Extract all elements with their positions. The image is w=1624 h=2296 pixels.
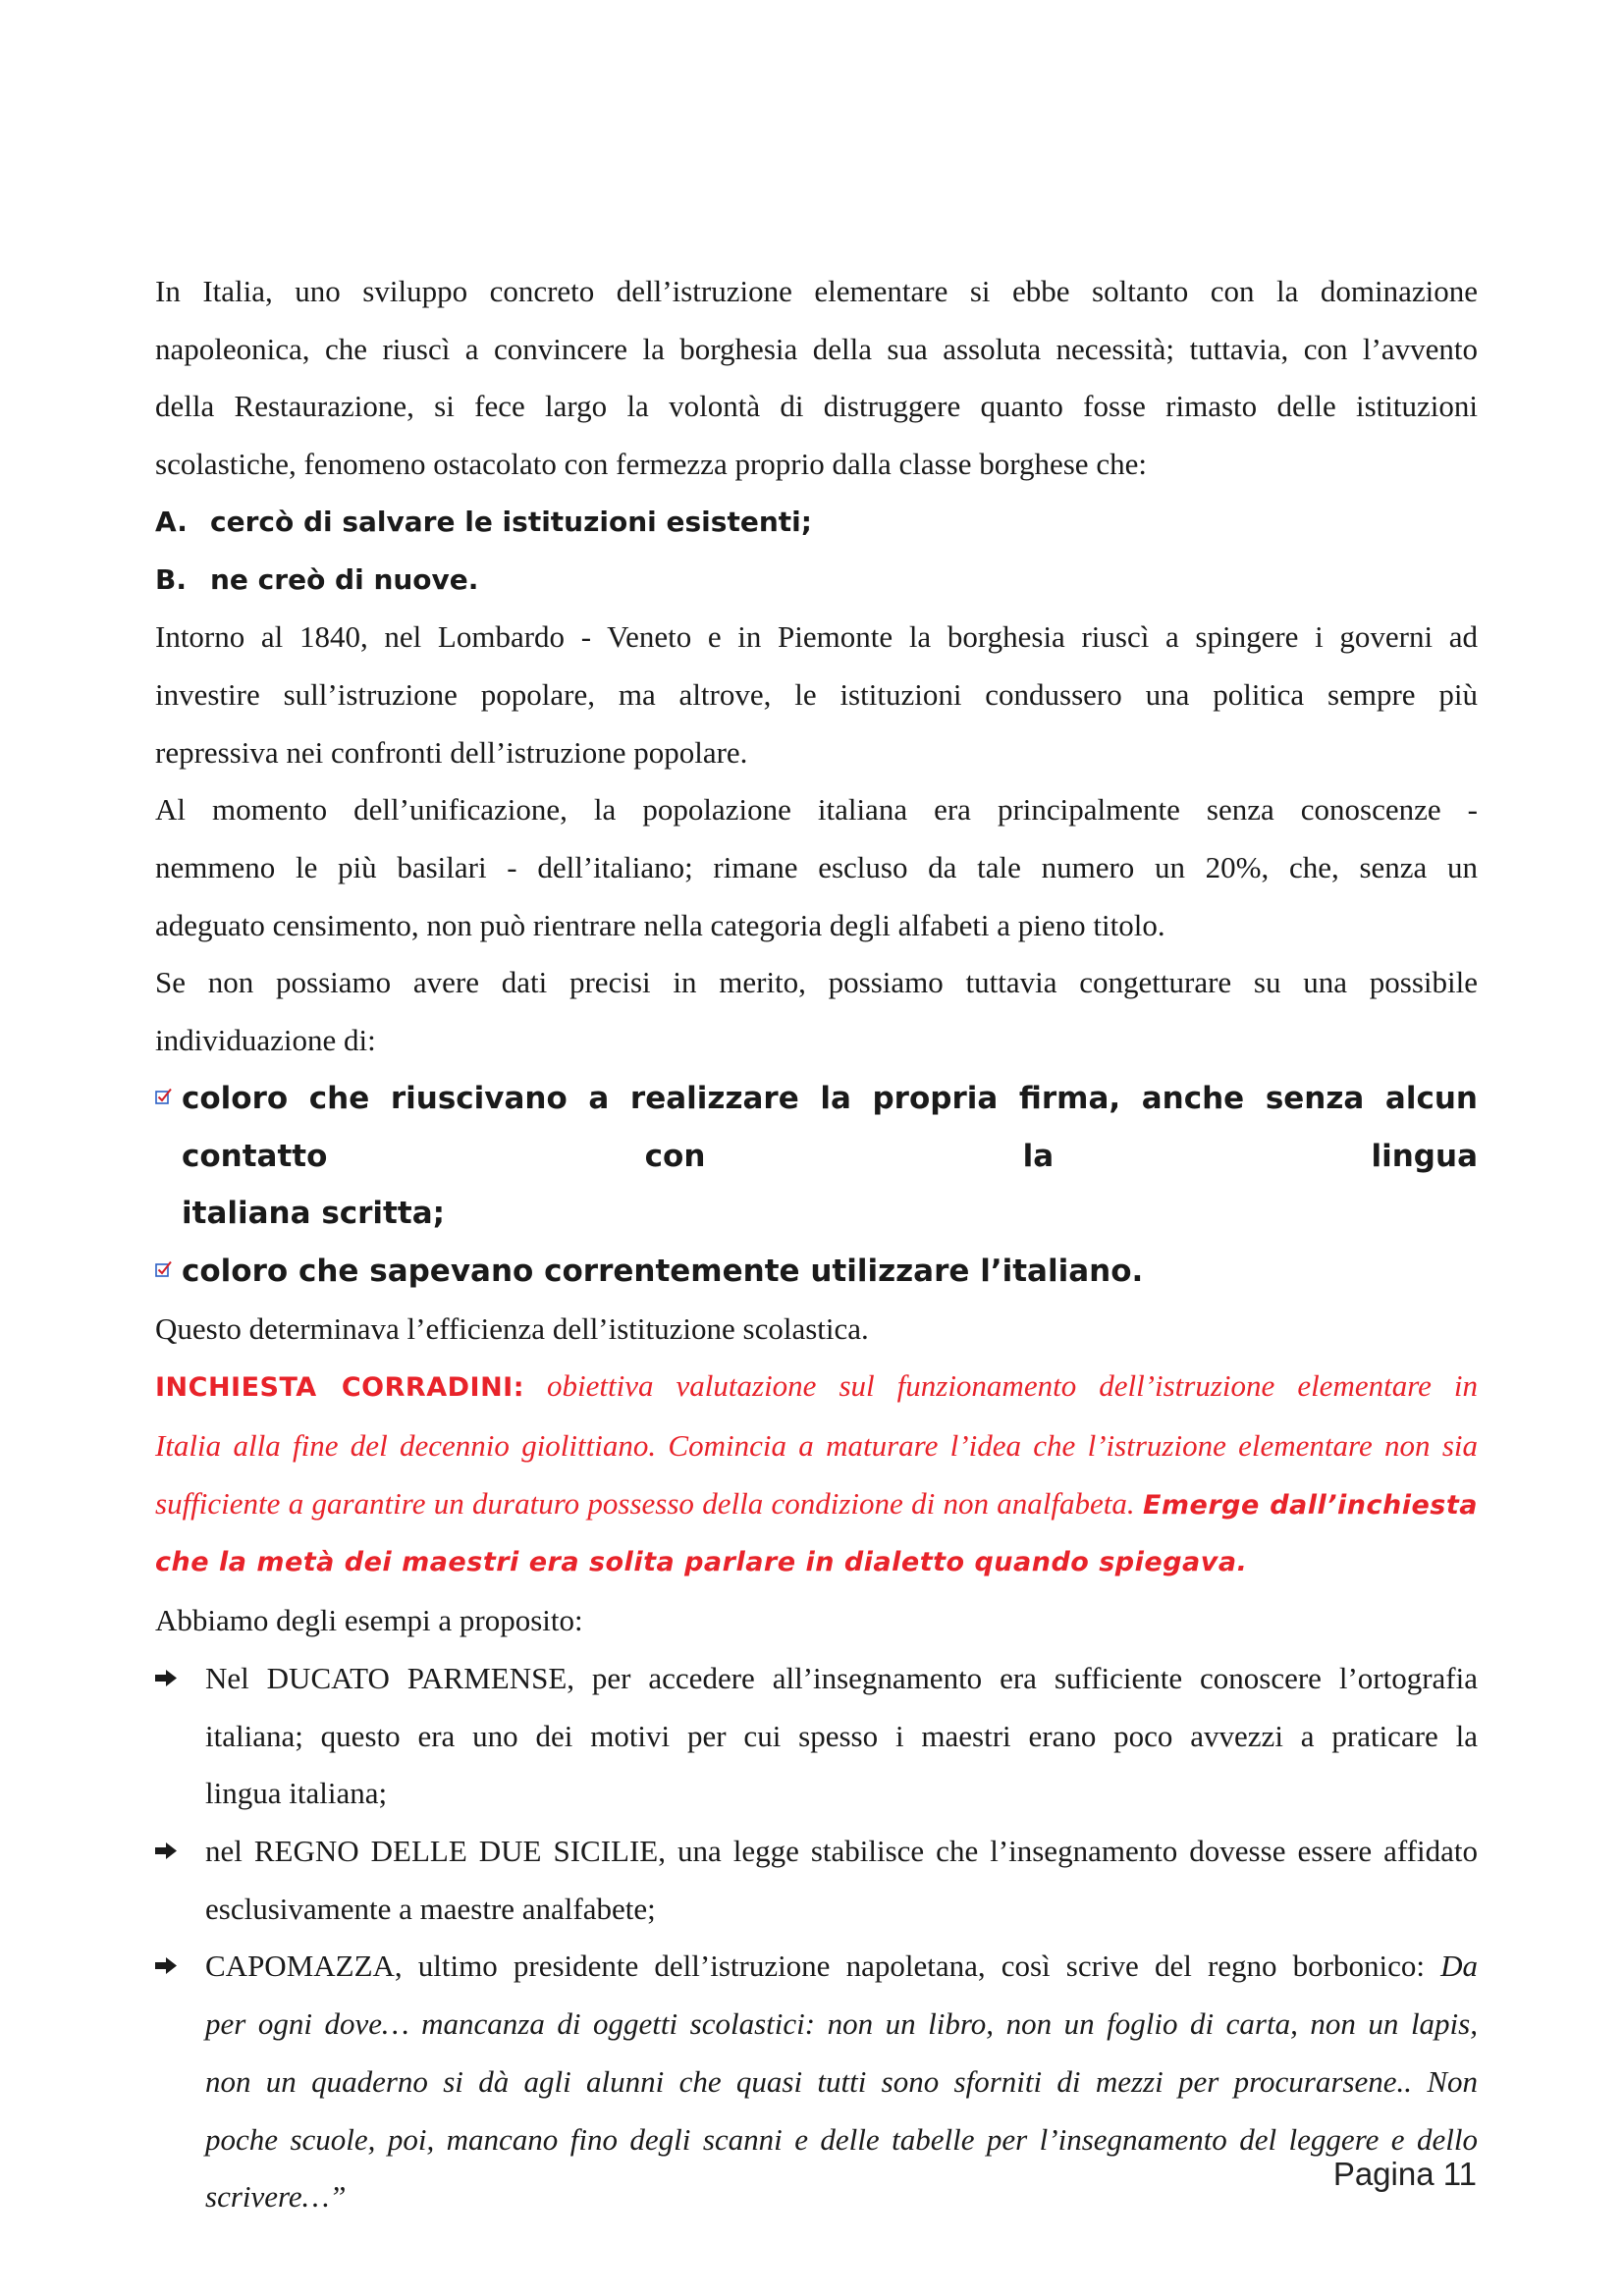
inchiesta-text: sufficiente a garantire un duraturo possesso della condizione di non analfabeta. [155,1485,1135,1521]
text-line: Intorno al 1840, nel Lombardo - Veneto e in Piemonte la borghesia riuscì a spingere i governi ad [155,619,1478,655]
list-item-text: italiana; questo era uno dei motivi per cui spesso i maestri erano poco avvezzi a praticare la [205,1718,1478,1753]
quote-text: per ogni dove… mancanza di oggetti scolastici: non un libro, non un foglio di carta, non un lapis, [205,2006,1478,2042]
list-item-text: coloro che riuscivano a realizzare la propria firma, anche senza alcun contatto con la lingua [182,1080,1478,1174]
arrow-right-icon [155,1842,177,1859]
list-item-text: coloro che sapevano correntemente utilizzare l’italiano. [182,1253,1144,1289]
arrow-right-icon [155,1957,177,1974]
quote-text: non un quaderno si dà agli alunni che quasi tutti sono sforniti di mezzi per procurarsene.. Non [205,2063,1478,2099]
list-item [155,552,1478,610]
list-marker: A. [155,505,188,538]
text-line: Al momento dell’unificazione, la popolazione italiana era principalmente senza conoscenze - [155,792,1478,828]
document-page [155,263,1478,2226]
paragraph-intro [155,263,1478,494]
text-line: Italia alla fine del decennio giolittiano. Comincia a maturare l’idea che l’istruzione elementare non sia [155,1428,1478,1464]
text-line: scolastiche, fenomeno ostacolato con fermezza proprio dalla classe borghese che: [155,447,1147,482]
lettered-list [155,494,1478,609]
text-line: nemmeno le più basilari - dell’italiano; rimane escluso da tale numero un 20%, che, senza un [155,850,1478,885]
list-item-text: ne creò di nuove. [210,562,479,596]
quote-text: Da [1440,1949,1479,1984]
list-item-text: esclusivamente a maestre analfabete; [205,1891,656,1926]
list-item-text: italiana scritta; [182,1196,446,1232]
list-item-text: nel REGNO DELLE DUE SICILIE, una legge stabilisce che l’insegnamento dovesse essere affidato [205,1833,1478,1868]
list-item-text: lingua italiana; [205,1776,388,1811]
capomazza-intro: CAPOMAZZA, ultimo presidente dell’istruzione napoletana, così scrive del regno borbonico: [205,1949,1425,1984]
list-marker: B. [155,562,187,596]
text-line: adeguato censimento, non può rientrare nella categoria degli alfabeti a pieno titolo. [155,907,1165,942]
paragraph-unificazione [155,781,1478,954]
page-number: Pagina 11 [1332,2156,1477,2192]
quote-text: scrivere…” [205,2179,347,2215]
list-item-text: cercò di salvare le istituzioni esistenti; [210,505,812,538]
text-line [155,1358,1478,1417]
list-item-text: Nel DUCATO PARMENSE, per accedere all’insegnamento era sufficiente conoscere l’ortografia [205,1660,1478,1695]
paragraph-efficienza: Questo determinava l’efficienza dell’istituzione scolastica. [155,1310,869,1346]
text-line: individuazione di: [155,1023,376,1058]
inchiesta-heading: INCHIESTA CORRADINI: [155,1372,525,1404]
list-item [155,1650,1478,1823]
text-line: In Italia, uno sviluppo concreto dell’istruzione elementare si ebbe soltanto con la dominazione [155,274,1478,308]
text-line: napoleonica, che riuscì a convincere la borghesia della sua assoluta necessità; tuttavia, con l’avvento [155,331,1478,366]
inchiesta-corradini [155,1358,1478,1592]
text-line [155,1475,1478,1535]
arrow-list [155,1650,1478,2226]
paragraph-esempi: Abbiamo degli esempi a proposito: [155,1603,583,1638]
checkbox-check-icon [155,1088,173,1105]
paragraph-congettura [155,954,1478,1069]
list-item [155,1070,1478,1243]
list-item [155,1823,1478,1938]
inchiesta-emphasis: Emerge dall’inchiesta [1142,1489,1479,1521]
inchiesta-text: obiettiva valutazione sul funzionamento dell’istruzione elementare in [547,1368,1479,1404]
text-line: della Restaurazione, si fece largo la volontà di distruggere quanto fosse rimasto delle istituzioni [155,389,1478,424]
check-list [155,1070,1478,1301]
checkbox-check-icon [155,1260,173,1278]
text-line: Se non possiamo avere dati precisi in merito, possiamo tuttavia congetturare su una possibile [155,965,1478,1000]
list-item [155,1243,1478,1301]
arrow-right-icon [155,1670,177,1686]
list-item [155,494,1478,552]
text-line: che la metà dei maestri era solita parlare in dialetto quando spiegava. [155,1547,1248,1578]
paragraph-1840 [155,609,1478,781]
list-item [155,1938,1478,2226]
text-line: repressiva nei confronti dell’istruzione popolare. [155,734,748,770]
quote-text: poche scuole, poi, mancano fino degli scanni e delle tabelle per l’insegnamento del leggere e dello [205,2121,1478,2157]
list-item-text [205,1938,1478,1996]
text-line: investire sull’istruzione popolare, ma altrove, le istituzioni condussero una politica sempre più [155,676,1478,712]
